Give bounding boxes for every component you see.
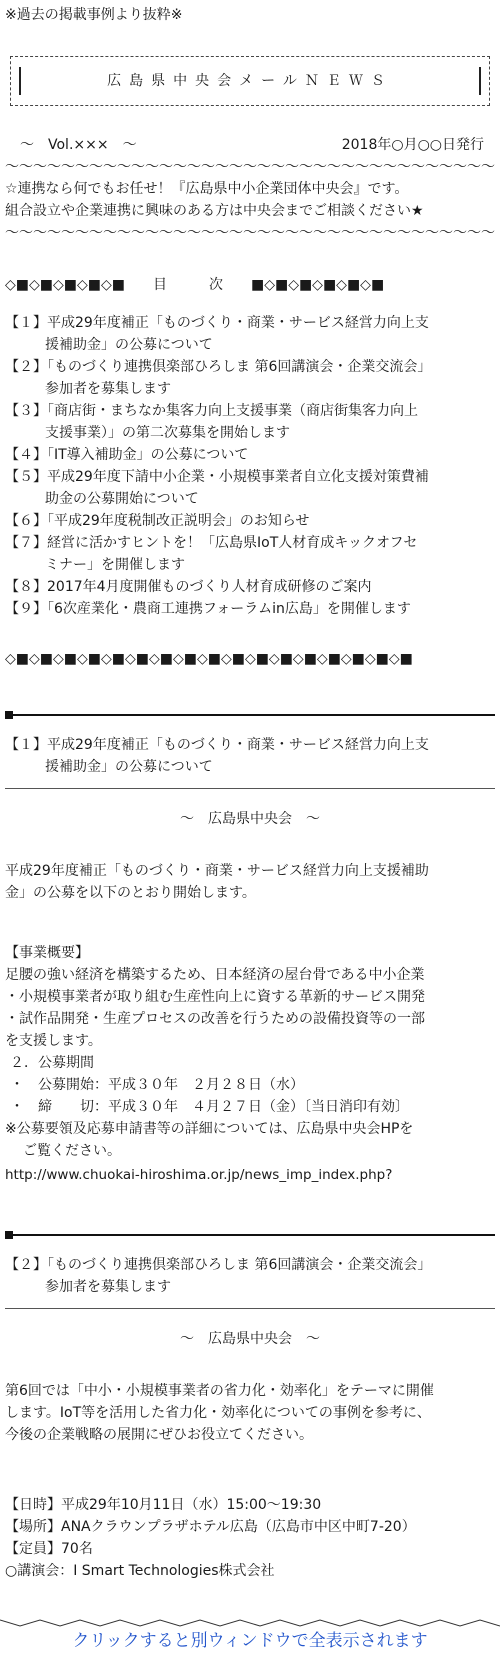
period-end: ・ 締 切：平成３０年 ４月２７日（金）〔当日消印有効〕 bbox=[10, 1099, 409, 1115]
toc-item: 【４】「IT導入補助金」の公募について bbox=[5, 447, 249, 463]
overview-line: ・試作品開発・生産プロセスの改善を行うための設備投資等の一部 bbox=[5, 1011, 425, 1027]
toc-item: 支援事業）」の第二次募集を開始します bbox=[45, 425, 290, 441]
overview-line: 足腰の強い経済を構築するため、日本経済の屋台骨である中小企業 bbox=[5, 967, 425, 983]
toc-item: ミナー」を開催します bbox=[45, 557, 185, 573]
toc-item: 【２】「ものづくり連携倶楽部ひろしま 第6回講演会・企業交流会」 bbox=[5, 359, 432, 375]
toc-header: ◇■◇■◇■◇■◇■ 目 次 ■◇■◇■◇■◇■◇■ bbox=[5, 277, 385, 293]
toc-item: 【６】「平成29年度税制改正説明会」のお知らせ bbox=[5, 513, 310, 529]
detail-note: ※公募要領及応募申請書等の詳細については、広島県中央会HPを bbox=[5, 1121, 414, 1137]
section-1-sender: ～ 広島県中央会 ～ bbox=[180, 811, 320, 827]
event-detail: 【定員】70名 bbox=[5, 1541, 93, 1557]
event-detail: 【日時】平成29年10月11日（水）15:00～19:30 bbox=[5, 1497, 322, 1513]
section-2-title: 【２】「ものづくり連携倶楽部ひろしま 第6回講演会・企業交流会」 bbox=[5, 1257, 432, 1273]
intro-line-2: 組合設立や企業連携に興味のある方は中央会までご相談ください★ bbox=[5, 203, 424, 219]
toc-item: 【８】2017年4月度開催ものづくり人材育成研修のご案内 bbox=[5, 579, 372, 595]
section-2-body: 第6回では「中小・小規模事業者の省力化・効率化」をテーマに開催 bbox=[5, 1383, 434, 1399]
toc-item: 【７】経営に活かすヒントを！「広島県IoT人材育成キックオフセ bbox=[5, 535, 418, 551]
toc-item: 助金の公募開始について bbox=[45, 491, 199, 507]
section-1-body: 金」の公募を以下のとおり開始します。 bbox=[5, 885, 256, 901]
toc-item: 参加者を募集します bbox=[45, 381, 171, 397]
excerpt-note: ※過去の掲載事例より抜粋※ bbox=[5, 7, 183, 23]
section-2-body: します。IoT等を活用した省力化・効率化についての事例を参考に、 bbox=[5, 1405, 431, 1421]
event-detail: ○講演会：I Smart Technologies株式会社 bbox=[5, 1563, 275, 1579]
event-detail: 【場所】ANAクラウンプラザホテル広島（広島市中区中町7-20） bbox=[5, 1519, 416, 1535]
newsletter-title: 広島県中央会メールＮＥＷＳ bbox=[107, 73, 393, 89]
wave-divider: ～～～～～～～～～～～～～～～～～～～～～～～～～～～～～～～～～～～ bbox=[5, 225, 495, 241]
issue-volume: ～ Vol.××× ～ bbox=[20, 137, 137, 153]
overview-label: 【事業概要】 bbox=[5, 945, 89, 961]
section-2-sender: ～ 広島県中央会 ～ bbox=[180, 1331, 320, 1347]
section-1-title: 【１】平成29年度補正「ものづくり・商業・サービス経営力向上支 bbox=[5, 737, 429, 753]
toc-item: 援補助金」の公募について bbox=[45, 337, 213, 353]
toc-footer: ◇■◇■◇■◇■◇■◇■◇■◇■◇■◇■◇■◇■◇■◇■◇■◇■◇■ bbox=[5, 651, 413, 667]
section-marker bbox=[5, 1231, 13, 1239]
show-full-link[interactable]: クリックすると別ウィンドウで全表示されます bbox=[72, 1631, 428, 1651]
section-2-title-cont: 参加者を募集します bbox=[45, 1279, 171, 1295]
period-label: ２．公募期間 bbox=[10, 1055, 94, 1071]
torn-edge bbox=[0, 1618, 500, 1628]
intro-line-1: ☆連携なら何でもお任せ！『広島県中小企業団体中央会』です。 bbox=[5, 181, 409, 197]
chuokai-url-link[interactable]: http://www.chuokai-hiroshima.or.jp/news_imp_index.php? bbox=[5, 1167, 393, 1183]
section-rule bbox=[5, 788, 495, 789]
detail-note-cont: ご覧ください。 bbox=[23, 1143, 121, 1159]
overview-line: を支援します。 bbox=[5, 1033, 102, 1049]
section-rule bbox=[5, 1308, 495, 1309]
newsletter-title-box bbox=[10, 56, 490, 106]
wave-divider: ～～～～～～～～～～～～～～～～～～～～～～～～～～～～～～～～～～～ bbox=[5, 159, 495, 175]
section-1-title-cont: 援補助金」の公募について bbox=[45, 759, 213, 775]
toc-item: 【９】「6次産業化・農商工連携フォーラムin広島」を開催します bbox=[5, 601, 411, 617]
toc-item: 【１】平成29年度補正「ものづくり・商業・サービス経営力向上支 bbox=[5, 315, 429, 331]
section-2-body: 今後の企業戦略の展開にぜひお役立てください。 bbox=[5, 1427, 313, 1443]
overview-line: ・小規模事業者が取り組む生産性向上に資する革新的サービス開発 bbox=[5, 989, 425, 1005]
toc-item: 【３】「商店街・まちなか集客力向上支援事業（商店街集客力向上 bbox=[5, 403, 418, 419]
section-marker bbox=[5, 711, 13, 719]
toc-item: 【５】平成29年度下請中小企業・小規模事業者自立化支援対策費補 bbox=[5, 469, 429, 485]
issue-date: 2018年○月○○日発行 bbox=[341, 137, 484, 153]
section-1-body: 平成29年度補正「ものづくり・商業・サービス経営力向上支援補助 bbox=[5, 863, 429, 879]
section-divider bbox=[13, 1234, 495, 1236]
period-start: ・ 公募開始：平成３０年 ２月２８日（水） bbox=[10, 1077, 304, 1093]
section-divider bbox=[13, 714, 495, 716]
